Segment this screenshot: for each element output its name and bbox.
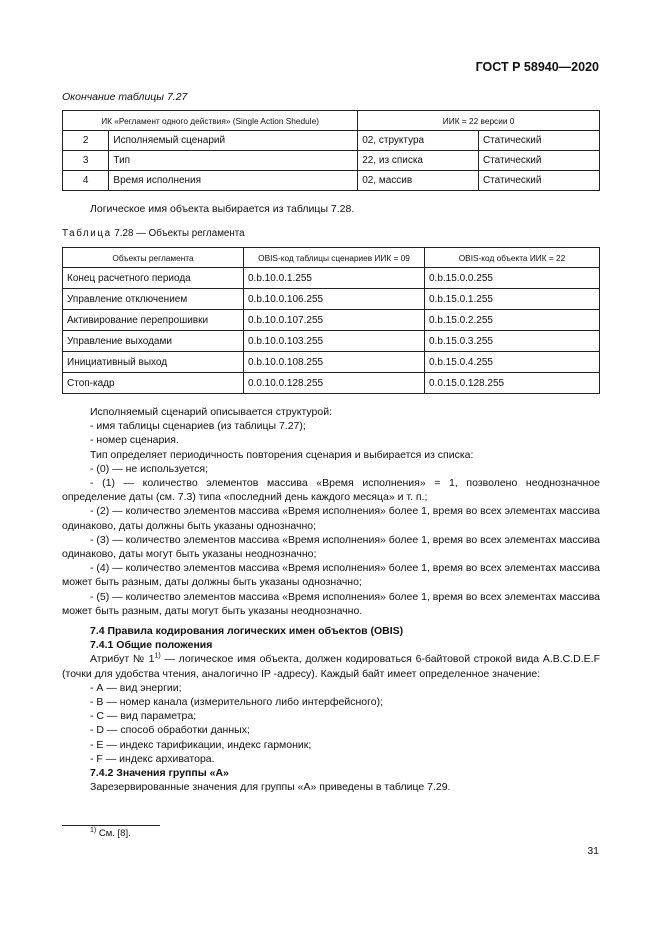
list-item: - F — индекс архиватора. bbox=[90, 752, 215, 765]
document-code: ГОСТ Р 58940—2020 bbox=[475, 60, 599, 74]
table-cell: Статический bbox=[478, 171, 599, 191]
table-row bbox=[63, 310, 600, 331]
list-item: - В — номер канала (измерительного либо интерфейсного); bbox=[90, 696, 383, 709]
list-item: - (3) — количество элементов массива «Время исполнения» более 1, время во всех элементах массива одинаково, даты могут быть указаны неоднозначно; bbox=[62, 533, 600, 561]
table-cell: Статический bbox=[478, 151, 599, 171]
table-cell: 0.b.10.0.108.255 bbox=[244, 352, 425, 373]
table-row bbox=[63, 151, 600, 171]
table-header-cell: ИК «Регламент одного действия» (Single Action Shedule) bbox=[63, 111, 358, 131]
section-heading-7-4: 7.4 Правила кодирования логических имен объектов (OBIS) bbox=[90, 625, 404, 638]
list-item: - (2) — количество элементов массива «Время исполнения» более 1, время во всех элементах массива одинаково, даты должны быть указаны однозначно; bbox=[62, 505, 600, 532]
table-caption-label: Таблица bbox=[62, 228, 112, 239]
list-item: - С — вид параметра; bbox=[90, 710, 197, 723]
paragraph: Тип определяет периодичность повторения сценария и выбирается из списка: bbox=[90, 448, 474, 461]
table-7-27 bbox=[62, 110, 600, 191]
table-row bbox=[63, 331, 600, 352]
table-cell: Управление выходами bbox=[63, 331, 244, 352]
table-cell: 0.b.15.0.1.255 bbox=[425, 289, 600, 310]
text-span: Атрибут № 1 bbox=[90, 653, 155, 666]
page-number: 31 bbox=[587, 845, 599, 857]
text-span: — логическое имя объекта, должен кодироваться 6-байтовой строкой вида A.B.C.D.E.F (точки для удобства чтения, аналогично IP -адресу). Каждый байт имеет определенное значение: bbox=[62, 653, 600, 680]
paragraph: Исполняемый сценарий описывается структурой: bbox=[90, 406, 332, 418]
table-cell: Конец расчетного периода bbox=[63, 268, 244, 289]
table-row bbox=[63, 289, 600, 310]
list-item: - А — вид энергии; bbox=[90, 681, 182, 694]
table-row bbox=[63, 268, 600, 289]
table-cell: 0.b.10.0.1.255 bbox=[244, 268, 425, 289]
footnote-text: См. [8]. bbox=[96, 828, 131, 839]
table-header-cell: OBIS-код таблицы сценариев ИИК = 09 bbox=[244, 248, 425, 268]
table-cell: Активирование перепрошивки bbox=[63, 310, 244, 331]
list-item: - (1) — количество элементов массива «Время исполнения» = 1, позволено неоднозначное определение даты (см. 7.3) типа «последний день каждого месяца» и т. п.; bbox=[62, 477, 600, 504]
paragraph-logical-name: Логическое имя объекта выбирается из таблицы 7.28. bbox=[90, 203, 355, 215]
table-row bbox=[63, 352, 600, 373]
table-cell: 0.0.15.0.128.255 bbox=[425, 373, 600, 394]
table-cell: 0.b.15.0.2.255 bbox=[425, 310, 600, 331]
table-cell: 02, массив bbox=[358, 171, 479, 191]
table-cell: Тип bbox=[109, 151, 358, 171]
list-item: - (5) — количество элементов массива «Время исполнения» более 1, время во всех элементах массива может быть разным, даты могут быть указаны неоднозначно. bbox=[62, 590, 600, 617]
body-text bbox=[62, 405, 600, 794]
list-item: - номер сценария. bbox=[90, 434, 179, 447]
table-row bbox=[63, 171, 600, 191]
table-cell: Стоп-кадр bbox=[63, 373, 244, 394]
list-item: - имя таблицы сценариев (из таблицы 7.27); bbox=[90, 420, 306, 433]
list-item: - Е — индекс тарификации, индекс гармоник; bbox=[90, 738, 312, 751]
paragraph-attribute bbox=[62, 652, 600, 680]
table-727-caption: Окончание таблицы 7.27 bbox=[62, 91, 188, 103]
table-header-row bbox=[63, 111, 600, 131]
table-cell: Инициативный выход bbox=[63, 352, 244, 373]
table-cell: 22, из списка bbox=[358, 151, 479, 171]
table-cell: 0.b.10.0.107.255 bbox=[244, 310, 425, 331]
table-header-cell: ИИК = 22 версии 0 bbox=[358, 111, 600, 131]
list-item: - D — способ обработки данных; bbox=[90, 724, 250, 737]
list-item: - (4) — количество элементов массива «Время исполнения» более 1, время во всех элементах массива может быть разным, даты должны быть указаны однозначно; bbox=[62, 562, 600, 589]
table-cell: Исполняемый сценарий bbox=[109, 131, 358, 151]
table-cell: 0.b.10.0.103.255 bbox=[244, 331, 425, 352]
table-728-caption bbox=[62, 228, 245, 239]
table-cell: Статический bbox=[478, 131, 599, 151]
footnote-divider bbox=[62, 825, 160, 826]
section-heading-7-4-1: 7.4.1 Общие положения bbox=[90, 639, 213, 652]
table-cell: 0.b.15.0.4.255 bbox=[425, 352, 600, 373]
table-cell: 2 bbox=[63, 131, 109, 151]
table-cell: 0.b.10.0.106.255 bbox=[244, 289, 425, 310]
table-cell: Управление отключением bbox=[63, 289, 244, 310]
table-header-row bbox=[63, 248, 600, 268]
table-row bbox=[63, 373, 600, 394]
footnote-mark: 1) bbox=[90, 826, 97, 834]
section-heading-7-4-2: 7.4.2 Значения группы «А» bbox=[90, 767, 229, 780]
table-cell: 0.0.10.0.128.255 bbox=[244, 373, 425, 394]
table-cell: 0.b.15.0.3.255 bbox=[425, 331, 600, 352]
table-row bbox=[63, 131, 600, 151]
table-cell: Время исполнения bbox=[109, 171, 358, 191]
table-cell: 4 bbox=[63, 171, 109, 191]
table-cell: 3 bbox=[63, 151, 109, 171]
table-7-28 bbox=[62, 247, 600, 394]
table-cell: 0.b.15.0.0.255 bbox=[425, 268, 600, 289]
table-cell: 02, структура bbox=[358, 131, 479, 151]
table-header-cell: Объекты регламента bbox=[63, 248, 244, 268]
footnote-ref: 1) bbox=[154, 652, 161, 660]
footnote bbox=[90, 828, 131, 839]
list-item: - (0) — не используется; bbox=[90, 462, 209, 475]
table-caption-title: 7.28 — Объекты регламента bbox=[111, 228, 245, 239]
table-header-cell: OBIS-код объекта ИИК = 22 bbox=[425, 248, 600, 268]
paragraph: Зарезервированные значения для группы «А» приведены в таблице 7.29. bbox=[90, 781, 451, 794]
